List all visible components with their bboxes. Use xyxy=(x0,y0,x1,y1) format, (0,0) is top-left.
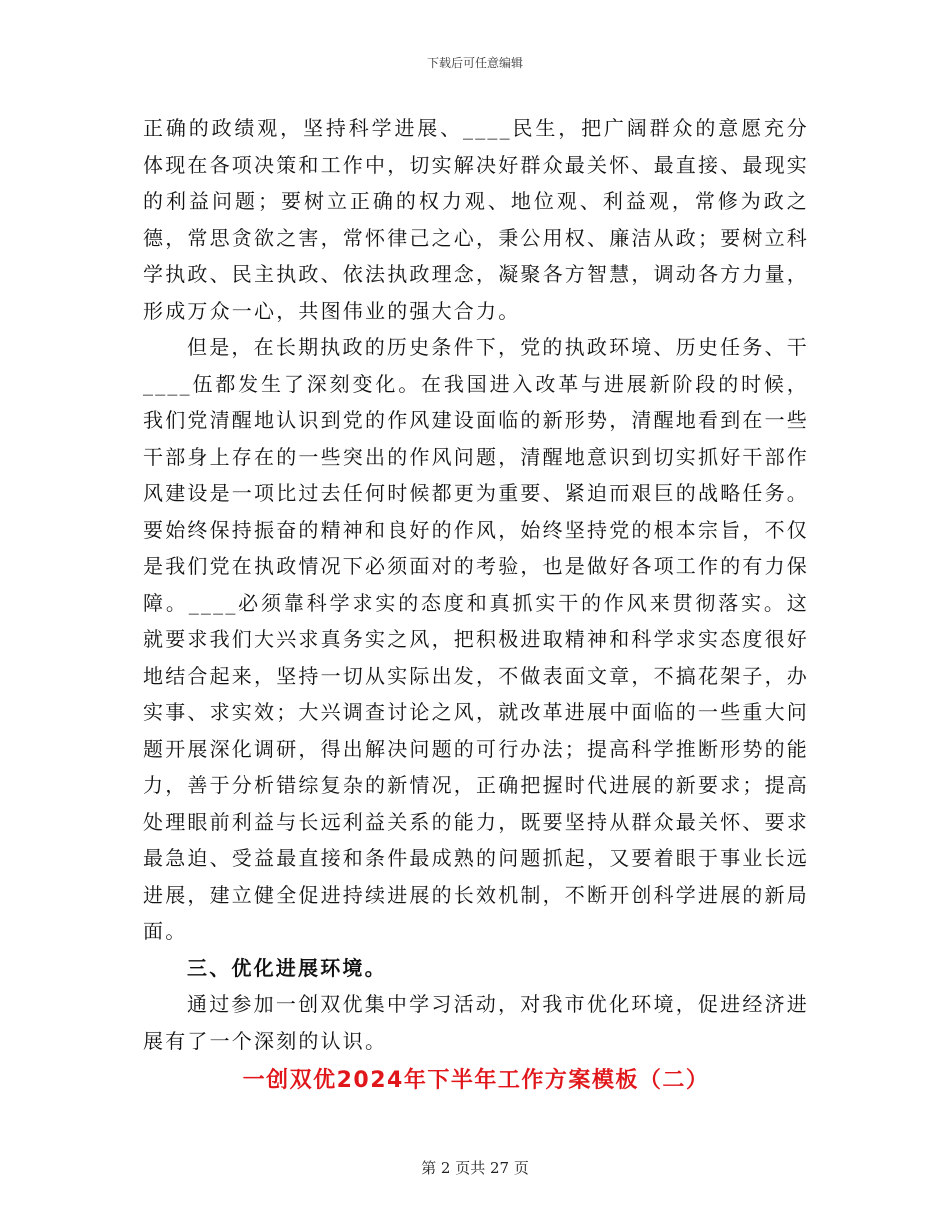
paragraph-work-style: 但是，在长期执政的历史条件下，党的执政环境、历史任务、干____伍都发生了深刻变化。在我国进入改革与进展新阶段的时候，我们党清醒地认识到党的作风建设面临的新形势，清醒地看到在一些干部身上存在的一些突出的作风问题，清醒地意识到切实抓好干部作风建设是一项比过去任何时候都更为重要、紧迫而艰巨的战略任务。要始终保持振奋的精神和良好的作风，始终坚持党的根本宗旨，不仅是我们党在执政情况下必须面对的考验，也是做好各项工作的有力保障。____必须靠科学求实的态度和真抓实干的作风来贯彻落实。这就要求我们大兴求真务实之风，把积极进取精神和科学求实态度很好地结合起来，坚持一切从实际出发，不做表面文章，不搞花架子，办实事、求实效；大兴调查讨论之风，就改革进展中面临的一些重大问题开展深化调研，得出解决问题的可行办法；提高科学推断形势的能力，善于分析错综复杂的新情况，正确把握时代进展的新要求；提高处理眼前利益与长远利益关系的能力，既要坚持从群众最关怀、要求最急迫、受益最直接和条件最成熟的问题抓起，又要着眼于事业长远进展，建立健全促进持续进展的长效机制，不断开创科学进展的新局面。 xyxy=(143,335,809,943)
next-document-title: 一创双优2024年下半年工作方案模板（二） xyxy=(242,1068,710,1093)
section-paragraph: 通过参加一创双优集中学习活动，对我市优化环境，促进经济进展有了一个深刻的认识。 xyxy=(143,992,809,1053)
paragraph-continuation: 正确的政绩观，坚持科学进展、____民生，把广阔群众的意愿充分体现在各项决策和工作中，切实解决好群众最关怀、最直接、最现实的利益问题；要树立正确的权力观、地位观、利益观，常修为政之德，常思贪欲之害，常怀律己之心，秉公用权、廉洁从政；要树立科学执政、民主执政、依法执政理念，凝聚各方智慧，调动各方力量，形成万众一心，共图伟业的强大合力。 xyxy=(143,116,809,323)
page-number-footer: 第 2 页共 27 页 xyxy=(421,1159,529,1177)
document-body xyxy=(143,110,809,1101)
page-header-note: 下载后可任意编辑 xyxy=(426,56,523,70)
section-heading: 三、优化进展环境。 xyxy=(187,955,387,980)
